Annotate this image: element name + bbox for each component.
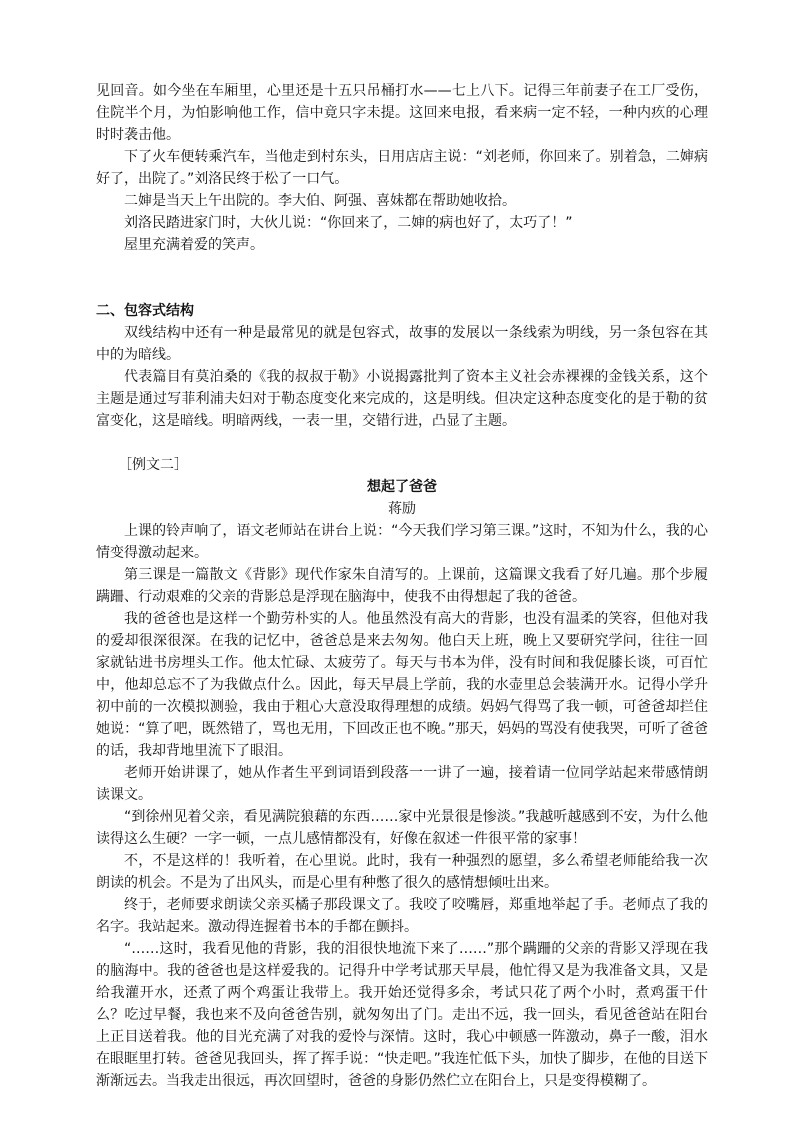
paragraph: 终于，老师要求朗读父亲买橘子那段课文了。我咬了咬嘴唇，郑重地举起了手。老师点了我的名字。我站起来。激动得连握着书本的手都在颤抖。 bbox=[96, 897, 708, 935]
paragraph: 我的爸爸也是这样一个勤劳朴实的人。他虽然没有高大的背影，也没有温柔的笑容，但他对我的爱却很深很深。在我的记忆中，爸爸总是来去匆匆。他白天上班，晚上又要研究学问，往往一回家就钻进书房埋头工作。他太忙碌、太疲劳了。每天与书本为伴，没有时间和我促膝长谈，可百忙中，他却总忘不了为我做点什么。因此，每天早晨上学前，我的水壶里总会装满开水。记得小学升初中前的一次模拟测验，我由于粗心大意没取得理想的成绩。妈妈气得骂了我一顿，可爸爸却拦住她说：“算了吧，既然错了，骂也无用，下回改正也不晚。”那天，妈妈的骂没有使我哭，可听了爸爸的话，我却背地里流下了眼泪。 bbox=[96, 611, 708, 759]
section-heading: 二、包容式结构 bbox=[96, 303, 194, 319]
paragraph: 双线结构中还有一种是最常见的就是包容式，故事的发展以一条线索为明线，另一条包容在其中的为暗线。 bbox=[96, 325, 708, 363]
paragraph: 代表篇目有莫泊桑的《我的叔叔于勒》小说揭露批判了资本主义社会赤裸裸的金钱关系，这个主题是通过写菲利浦夫妇对于勒态度变化来完成的，这是明线。但决定这种态度变化的是于勒的贫富变化，这是暗线。明暗两线，一表一里，交错行进，凸显了主题。 bbox=[96, 369, 708, 429]
essay-author: 蒋励 bbox=[388, 501, 416, 517]
paragraph: 老师开始讲课了，她从作者生平到词语到段落一一讲了一遍，接着请一位同学站起来带感情朗读课文。 bbox=[96, 765, 708, 803]
paragraph: 刘洛民踏进家门时，大伙儿说：“你回来了，二婶的病也好了，太巧了！” bbox=[124, 215, 573, 231]
paragraph: 上课的铃声响了，语文老师站在讲台上说：“今天我们学习第三课。”这时，不知为什么，我的心情变得激动起来。 bbox=[96, 523, 708, 561]
paragraph: 见回音。如今坐在车厢里，心里还是十五只吊桶打水——七上八下。记得三年前妻子在工厂受伤，住院半个月，为怕影响他工作，信中竟只字未提。这回来电报，看来病一定不轻，一种内疚的心理时时袭击他。 bbox=[96, 83, 708, 143]
example-label: ［例文二］ bbox=[118, 457, 188, 473]
paragraph: 第三课是一篇散文《背影》现代作家朱自清写的。上课前，这篇课文我看了好几遍。那个步履蹒跚、行动艰难的父亲的背影总是浮现在脑海中，使我不由得想起了我的爸爸。 bbox=[96, 567, 708, 605]
essay-title: 想起了爸爸 bbox=[367, 479, 437, 495]
paragraph: 不，不是这样的！我听着，在心里说。此时，我有一种强烈的愿望，多么希望老师能给我一次朗读的机会。不是为了出风头，而是心里有种憋了很久的感情想倾吐出来。 bbox=[96, 853, 708, 891]
paragraph: 二婶是当天上午出院的。李大伯、阿强、喜妹都在帮助她收拾。 bbox=[124, 193, 516, 209]
paragraph: “到徐州见着父亲，看见满院狼藉的东西……家中光景很是惨淡。”我越听越感到不安，为什么他读得这么生硬？一字一顿，一点儿感情都没有，好像在叙述一件很平常的家事！ bbox=[96, 809, 708, 847]
spacer bbox=[96, 256, 708, 300]
spacer bbox=[96, 432, 708, 454]
paragraph: “……这时，我看见他的背影，我的泪很快地流下来了……”那个蹒跚的父亲的背影又浮现在我的脑海中。我的爸爸也是这样爱我的。记得升中学考试那天早晨，他忙得又是为我准备文具，又是给我灌开水，还煮了两个鸡蛋让我带上。我开始还觉得多余，考试只花了两个小时，煮鸡蛋干什么？吃过早餐，我也来不及向爸爸告别，就匆匆出了门。走出不远，我一回头，看见爸爸站在阳台上正目送着我。他的目光充满了对我的爱怜与深情。这时，我心中顿感一阵激动，鼻子一酸，泪水在眼眶里打转。爸爸见我回头，挥了挥手说：“快走吧。”我连忙低下头，加快了脚步，在他的目送下渐渐远去。当我走出很远，再次回望时，爸爸的身影仍然伫立在阳台上，只是变得模糊了。 bbox=[96, 941, 708, 1089]
paragraph: 屋里充满着爱的笑声。 bbox=[124, 237, 264, 253]
document-page bbox=[96, 80, 708, 1092]
paragraph: 下了火车便转乘汽车，当他走到村东头，日用店店主说：“刘老师，你回来了。别着急，二婶病好了，出院了。”刘洛民终于松了一口气。 bbox=[96, 149, 708, 187]
